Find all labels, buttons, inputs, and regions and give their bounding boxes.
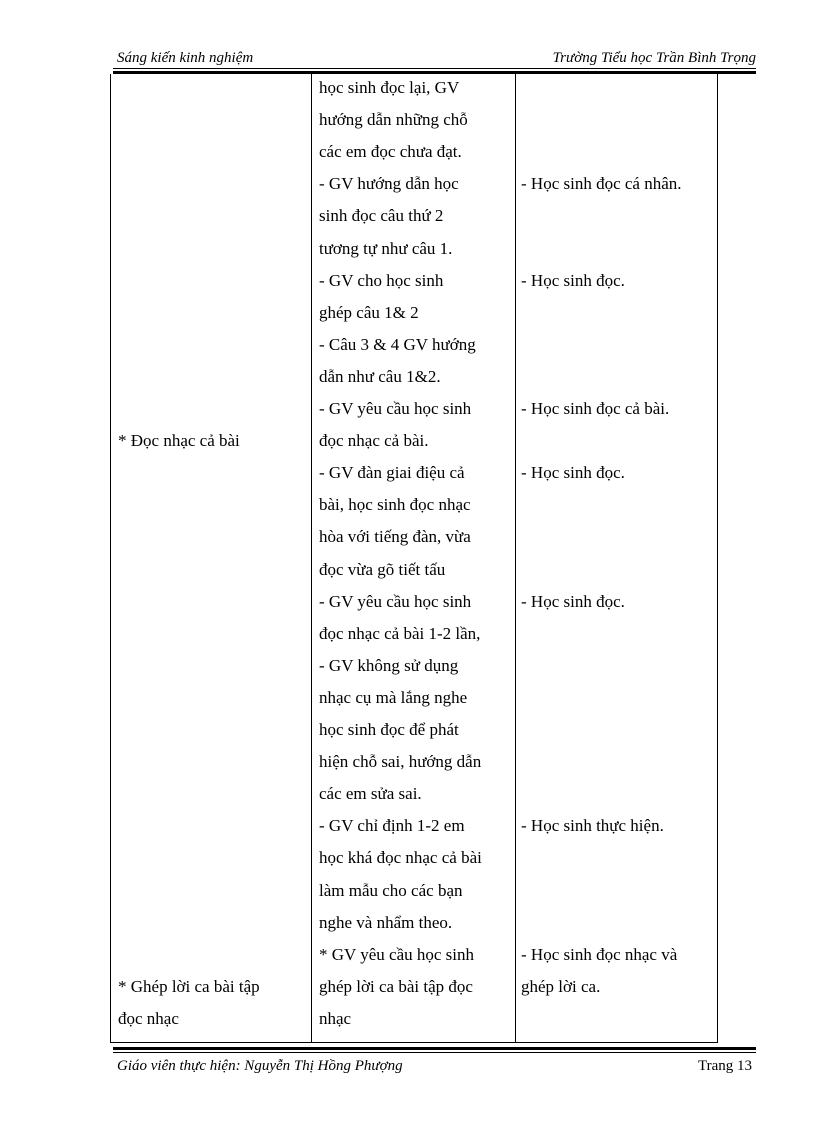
- table-line: - Học sinh đọc.: [521, 463, 625, 483]
- table-line: * GV yêu cầu học sinh: [319, 944, 475, 964]
- page-number: Trang 13: [697, 1058, 752, 1074]
- header-left: Sáng kiến kinh nghiệm: [117, 50, 254, 66]
- table-line: nghe và nhẩm theo.: [319, 912, 453, 932]
- table-line: làm mẫu cho các bạn: [319, 880, 463, 900]
- header-rule: [113, 68, 756, 69]
- table-line: các em đọc chưa đạt.: [319, 142, 462, 162]
- header-right: Trường Tiểu học Trần Bình Trọng: [552, 50, 756, 66]
- table-divider-2: [515, 74, 516, 1042]
- table-line: nhạc: [319, 1008, 352, 1028]
- table-line: bài, học sinh đọc nhạc: [319, 495, 471, 515]
- footer-teacher: Giáo viên thực hiện: Nguyễn Thị Hồng Phượng: [117, 1058, 403, 1074]
- table-line: sinh đọc câu thứ 2: [319, 206, 444, 226]
- table-line: - Học sinh đọc.: [521, 270, 625, 290]
- footer-rule: [113, 1052, 756, 1053]
- table-line: - Học sinh đọc.: [521, 591, 625, 611]
- table-line: - GV cho học sinh: [319, 270, 444, 290]
- table-line: học khá đọc nhạc cả bài: [319, 848, 482, 868]
- footer-rule-thick: [113, 1047, 756, 1050]
- table-line: đọc nhạc cả bài 1-2 lần,: [319, 623, 481, 643]
- table-line: - GV chỉ định 1-2 em: [319, 816, 465, 836]
- table-line: * Ghép lời ca bài tập: [118, 976, 260, 996]
- table-line: học sinh đọc để phát: [319, 720, 459, 739]
- table-line: đọc vừa gõ tiết tấu: [319, 559, 446, 579]
- table-line: hiện chỗ sai, hướng dẫn: [319, 752, 482, 772]
- table-line: - GV hướng dẫn học: [319, 174, 459, 194]
- table-line: ghép lời ca.: [521, 976, 601, 996]
- table-line: ghép câu 1& 2: [319, 302, 419, 322]
- table-line: - GV yêu cầu học sinh: [319, 591, 472, 611]
- table-line: * Đọc nhạc cả bài: [118, 431, 240, 451]
- table-line: - Học sinh đọc cả bài.: [521, 399, 670, 418]
- table-line: hòa với tiếng đàn, vừa: [319, 527, 471, 547]
- table-line: dẫn như câu 1&2.: [319, 366, 441, 386]
- lesson-table: [110, 74, 718, 1043]
- table-line: học sinh đọc lại, GV: [319, 78, 460, 97]
- table-line: tương tự như câu 1.: [319, 238, 453, 258]
- table-line: hướng dẫn những chỗ: [319, 110, 468, 130]
- table-line: - Câu 3 & 4 GV hướng: [319, 334, 476, 354]
- table-line: - GV đàn giai điệu cả: [319, 463, 465, 483]
- table-line: - GV không sử dụng: [319, 655, 459, 675]
- table-line: ghép lời ca bài tập đọc: [319, 976, 473, 996]
- table-line: - Học sinh đọc nhạc và: [521, 944, 678, 964]
- table-line: đọc nhạc: [118, 1008, 179, 1028]
- table-line: các em sửa sai.: [319, 784, 422, 804]
- table-line: nhạc cụ mà lắng nghe: [319, 687, 468, 707]
- table-line: đọc nhạc cả bài.: [319, 431, 429, 451]
- table-divider-1: [311, 74, 312, 1042]
- table-line: - GV yêu cầu học sinh: [319, 399, 472, 418]
- table-line: - Học sinh đọc cá nhân.: [521, 174, 682, 194]
- table-line: - Học sinh thực hiện.: [521, 816, 664, 836]
